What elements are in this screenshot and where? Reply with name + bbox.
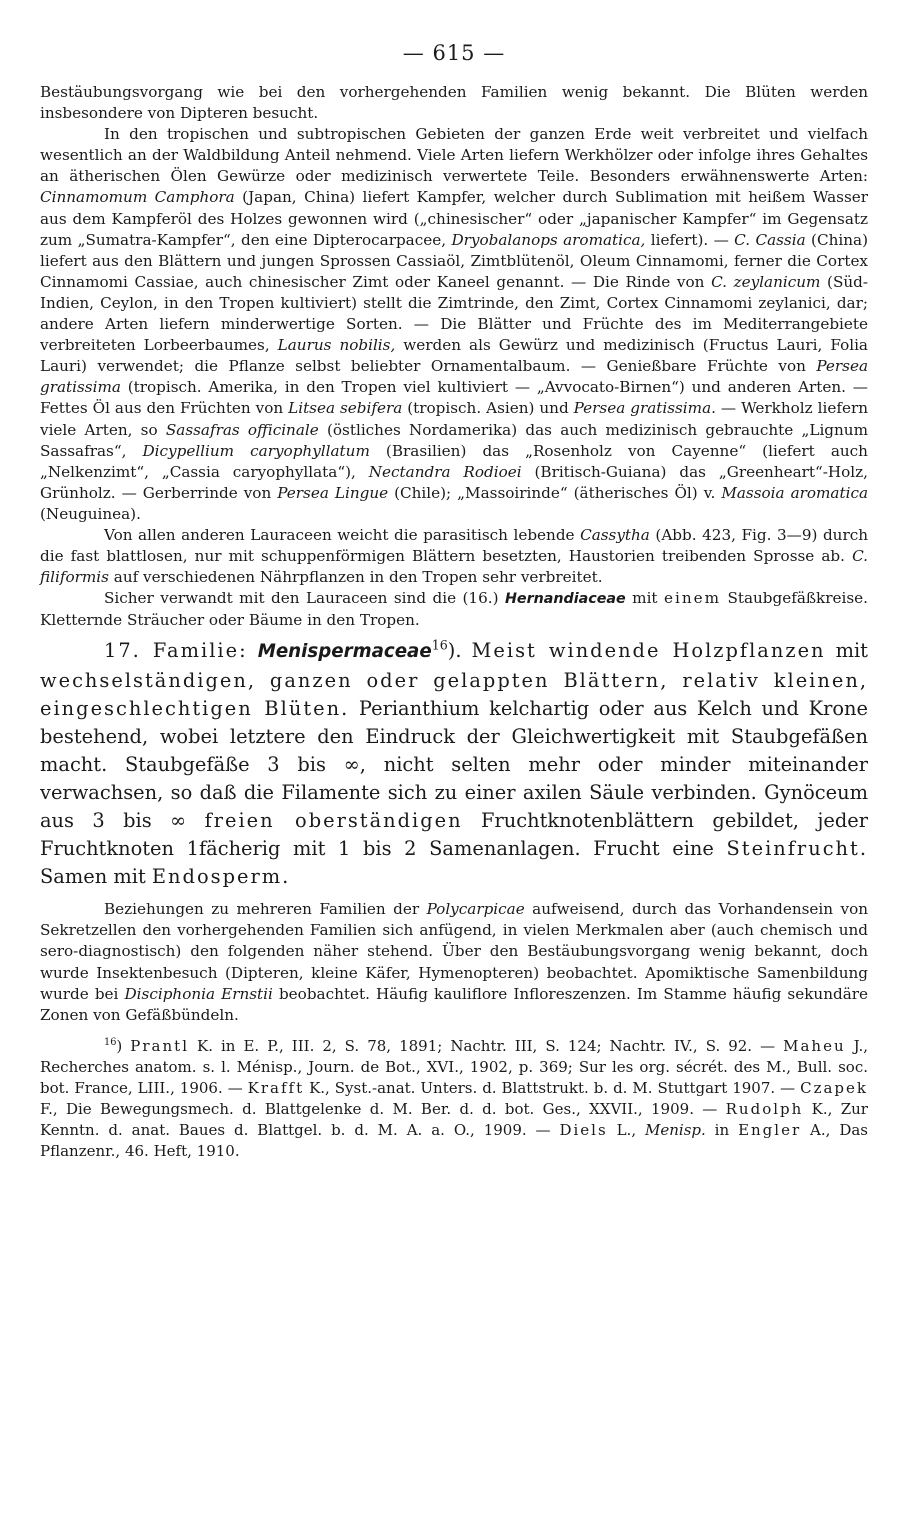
taxon-name: Menisp.: [645, 1120, 706, 1139]
emphasis: Steinfrucht.: [726, 837, 868, 861]
text-run: (China) liefert aus den Blättern und jungen Sprossen Cassiaöl, Zimtblütenöl, Oleum Cinnamomi, ferner die Cortex Cinnamomi Cassiae, auch chinesischer Zimt oder Kaneel genannt. — Die Rinde von: [40, 230, 868, 291]
taxon-name: Persea gratissima: [40, 357, 868, 397]
menispermaceae-section: [40, 637, 868, 891]
text-run: (östliches Nordamerika) das auch medizinisch gebrauchte „Lignum Sassafras“,: [40, 420, 868, 460]
text-run: beobachtet. Häufig kauliflore Infloreszenzen. Im Stamme häufig sekundäre Zonen von Gefäßbündeln.: [40, 984, 868, 1024]
author: Engler: [738, 1120, 802, 1139]
author: Czapek: [800, 1078, 868, 1097]
taxon-name: Dicypellium caryophyllatum: [142, 441, 370, 460]
taxon-name: Litsea sebifera: [288, 399, 403, 418]
family-name: Menispermaceae: [257, 641, 432, 663]
text-run: ).: [447, 639, 472, 663]
taxon-name: Persea Lingue: [277, 483, 389, 502]
text-run: K., Syst.-anat. Unters. d. Blattstrukt. b. d. M. Stuttgart 1907. —: [304, 1078, 801, 1097]
taxon-name: Cinnamomum Camphora: [40, 188, 235, 207]
taxon-name: Polycarpicae: [426, 900, 525, 919]
text-run: auf verschiedenen Nährpflanzen in den Tropen sehr verbreitet.: [108, 568, 603, 587]
text-run: A., Das Pflanzenr., 46. Heft, 1910.: [40, 1120, 868, 1160]
text-run: Bestäubungsvorgang wie bei den vorhergehenden Familien wenig bekannt. Die Blüten werden insbesondere von Dipteren besucht.: [40, 83, 868, 123]
taxon-name: Dryobalanops aromatica,: [451, 230, 646, 249]
text-run: Perianthium kelchartig oder aus Kelch und Krone bestehend, wobei letztere den Eindruck der Gleichwertigkeit mit Staubgefäßen macht. Staubgefäße 3 bis ∞, nicht selten mehr oder minder miteinander verwachsen, so daß die Filamente sich zu einer axilen Säule verbinden. Gynöceum aus 3 bis ∞: [40, 696, 868, 832]
paragraph-hernandiaceae: [40, 588, 868, 631]
paragraph-cassytha: [40, 525, 868, 588]
text-run: (Britisch-Guiana) das „Greenheart“-Holz, Grünholz. — Gerberrinde von: [40, 462, 868, 502]
footnote-mark: 16: [104, 1036, 117, 1048]
taxon-name: Nectandra Rodioei: [368, 462, 522, 481]
menispermaceae-notes: [40, 899, 868, 1026]
author: Maheu: [783, 1036, 846, 1055]
paragraph-family-17: [40, 637, 868, 891]
text-run: aufweisend, durch das Vorhandensein von Sekretzellen den vorhergehenden Familien sich anfügend, in vielen Merkmalen aber (auch chemisch und sero-diagnostisch) den folgenden näher stehend. Über den Bestäubungsvorgang wenig bekannt, doch wurde Insektenbesuch (Dipteren, kleine Käfer, Hymenopteren) beobachtet. Apomiktische Samenbildung wurde bei: [40, 900, 868, 1003]
emphasis: wechselständigen, ganzen oder gelappten Blättern, relativ kleinen, eingeschlechtigen Blüten.: [40, 668, 868, 720]
text-run: In den tropischen und subtropischen Gebieten der ganzen Erde weit verbreitet und vielfach wesentlich an der Waldbildung Anteil nehmend. Viele Arten liefern Werkhölzer oder infolge ihres Gehaltes an ätherischen Ölen Gewürze oder medizinisch verwertete Teile. Besonders erwähnenswerte Arten:: [40, 125, 868, 186]
text-run: K. in E. P., III. 2, S. 78, 1891; Nachtr. III, S. 124; Nachtr. IV., S. 92. —: [189, 1036, 784, 1055]
page: [40, 38, 868, 1162]
author: Krafft: [247, 1078, 305, 1097]
text-run: mit: [625, 589, 664, 608]
emphasis: Meist windende Holzpflanzen: [471, 639, 826, 663]
taxon-name: Sassafras officinale: [165, 420, 319, 439]
text-run: mit: [825, 639, 868, 663]
taxon-name: Persea gratissima.: [573, 399, 716, 418]
taxon-name: Cassytha: [580, 525, 650, 544]
footnote-16: $^{16}$) Prantl K. in E. P., III. 2, S. 78, 1891; Nachtr. III, S. 124; Nachtr. IV., S. 92. — Maheu J., Recherches anatom. s. l. Ménisp., Journ. de Bot., XVI., 1902, p. 369; Sur les org. sécrét. des M., Bull. soc. bot. France, LIII., 1906. — Krafft K., Syst.-anat. Unters. d. Blattstrukt. b. d. M. Stuttgart 1907. — Czapek F., Die Bewegungsmech. d. Blattgelenke d. M. Ber. d. d. bot. Ges., XXVII., 1909. — Rudolph K., Zur Kenntn. d. anat. Baues d. Blattgel. b. d. M. A. a. O., 1909. — Diels L., Menisp. in Engler A., Das Pflanzenr., 46. Heft, 1910.: [40, 1036, 869, 1160]
text-run: Von allen anderen Lauraceen weicht die parasitisch lebende: [104, 525, 581, 544]
author: Diels: [559, 1120, 608, 1139]
footnote: [40, 1036, 868, 1162]
taxon-name: C. Cassia: [734, 230, 806, 249]
text-run: Samen mit: [40, 865, 152, 889]
taxon-name: Disciphonia Ernstii: [124, 984, 273, 1003]
family-name: Hernandiaceae: [504, 591, 626, 608]
text-run: Sicher verwandt mit den Lauraceen sind die (16.): [104, 589, 505, 608]
emphasis: freien oberständigen: [204, 809, 463, 832]
emphasis: Endosperm.: [151, 865, 291, 889]
text-run: (Japan, China) liefert Kampfer, welcher durch Sublimation mit heißem Wasser aus dem Kampferöl des Holzes gewonnen wird („chinesischer“ oder „japanischer Kampfer“ im Gegensatz zum „Sumatra-Kampfer“, den eine Dipterocarpacee,: [40, 188, 869, 249]
text-run: (Chile); „Massoirinde“ (ätherisches Öl) v.: [388, 483, 722, 502]
text-run: Fruchtknotenblättern gebildet, jeder Fruchtknoten 1fächerig mit 1 bis 2 Samenanlagen. Frucht eine: [40, 809, 868, 861]
paragraph-distribution: [40, 124, 868, 525]
taxon-name: Massoia aromatica: [721, 483, 869, 502]
author: Rudolph: [725, 1099, 804, 1118]
taxon-name: C. filiformis: [40, 547, 868, 587]
text-run: (Abb. 423, Fig. 3—9) durch die fast blattlosen, nur mit schuppenförmigen Blättern besetzten, Haustorien treibenden Sprosse ab.: [40, 525, 868, 566]
text-run: (Süd-Indien, Ceylon, in den Tropen kultiviert) stellt die Zimtrinde, den Zimt, Cortex Cinnamomi zeylanici, dar; andere Arten liefern minderwertige Sorten. — Die Blätter und Früchte des im Mediterrangebiete verbreiteten Lorbeerbaumes,: [40, 272, 869, 355]
author: Prantl: [130, 1036, 189, 1055]
family-heading: 17. Familie:: [104, 639, 248, 663]
text-run: F., Die Bewegungsmech. d. Blattgelenke d. M. Ber. d. d. bot. Ges., XXVII., 1909. —: [40, 1099, 726, 1118]
text-run: liefert). —: [645, 230, 735, 249]
paragraph-relations: [40, 899, 868, 1026]
paragraph-pollination: [40, 82, 868, 124]
text-run: werden als Gewürz und medizinisch (Fructus Lauri, Folia Lauri) verwendet; die Pflanze selbst beliebter Ornamentalbaum. — Genießbare Früchte von: [40, 336, 868, 376]
text-run: (tropisch. Asien) und: [402, 399, 574, 418]
text-run: K., Zur Kenntn. d. anat. Baues d. Blattgel. b. d. M. A. a. O., 1909. —: [40, 1099, 868, 1139]
text-run: J., Recherches anatom. s. l. Ménisp., Journ. de Bot., XVI., 1902, p. 369; Sur les org. sécrét. des M., Bull. soc. bot. France, LIII., 1906. —: [40, 1036, 869, 1097]
emphasis: einem: [663, 589, 722, 608]
text-run: Beziehungen zu mehreren Familien der: [104, 900, 427, 919]
text-run: (Neuguinea).: [40, 504, 141, 523]
text-run: L.,: [607, 1120, 645, 1139]
footnote-ref: 16: [431, 637, 448, 653]
text-run: (tropisch. Amerika, in den Tropen viel kultiviert — „Avvocato-Birnen“) und anderen Arten. — Fettes Öl aus den Früchten von: [40, 378, 868, 418]
taxon-name: Laurus nobilis,: [277, 336, 396, 355]
text-run: Staubgefäßkreise. Kletternde Sträucher oder Bäume in den Tropen.: [40, 589, 868, 630]
page-number: — 615 —: [402, 41, 506, 65]
text-run: — Werkholz liefern viele Arten, so: [40, 399, 868, 439]
taxon-name: C. zeylanicum: [711, 272, 821, 291]
text-run: (Brasilien) das „Rosenholz von Cayenne“ (liefert auch „Nelkenzimt“, „Cassia caryophyllata“),: [40, 441, 868, 481]
text-run: in: [705, 1120, 739, 1139]
lauraceae-section: [40, 82, 868, 631]
